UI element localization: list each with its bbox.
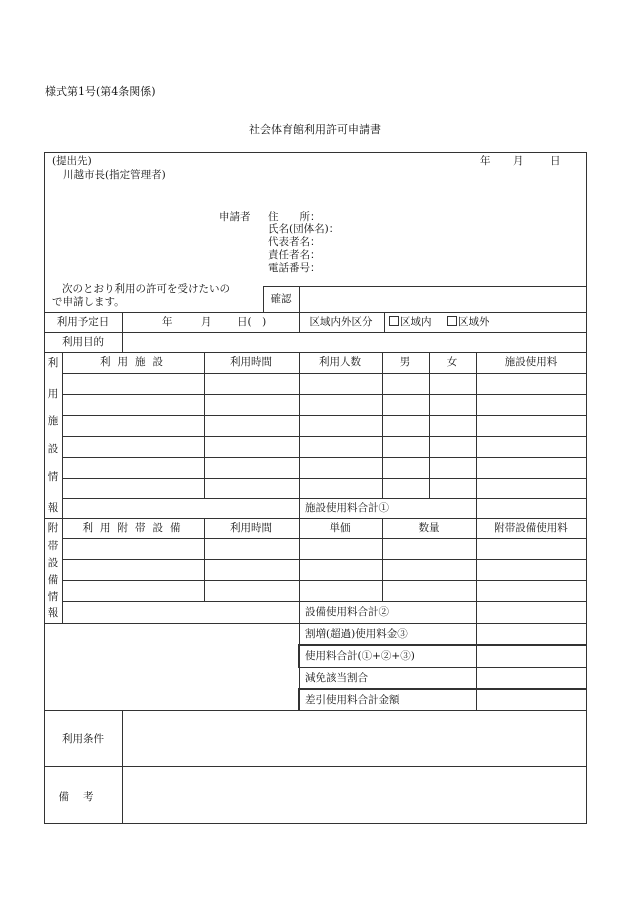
confirm-label: 確認 xyxy=(270,293,292,305)
applicant-phone-label: 電話番号： xyxy=(268,262,321,274)
facility-side-6: 報 xyxy=(47,502,59,514)
equipment-side-4: 備 xyxy=(47,574,59,586)
equipment-side-1: 附 xyxy=(47,522,59,534)
form-number: 様式第1号(第4条関係) xyxy=(45,85,156,98)
rule-confirm-left xyxy=(263,286,264,312)
rule-e1 xyxy=(62,538,587,539)
rule-e-qty-col xyxy=(382,518,383,601)
zone-outside-label: 区域外 xyxy=(458,316,490,328)
facility-side-2: 用 xyxy=(47,388,59,400)
facility-side-5: 情 xyxy=(47,471,59,483)
facility-side-4: 設 xyxy=(47,443,59,455)
applicant-label: 申請者 xyxy=(219,211,251,223)
zone-outside-checkbox[interactable] xyxy=(447,316,457,326)
facility-header-male: 男 xyxy=(399,356,411,368)
rule-purpose xyxy=(44,352,587,353)
rule-label-col xyxy=(122,312,123,352)
zone-outside-option[interactable] xyxy=(447,316,490,328)
equipment-header-unit-price: 単価 xyxy=(329,522,351,534)
zone-inside-option[interactable] xyxy=(389,316,432,328)
addressee-name: 川越市長(指定管理者) xyxy=(63,169,166,181)
facility-header-people: 利用人数 xyxy=(319,356,361,368)
rule-f-male-col xyxy=(382,352,383,498)
rule-conditions-bottom xyxy=(44,766,587,767)
rule-schedule xyxy=(44,332,587,333)
equipment-header-quantity: 数量 xyxy=(418,522,440,534)
date-month: 月 xyxy=(513,155,524,167)
rule-f1 xyxy=(62,373,587,374)
rule-equipment-top xyxy=(44,518,587,519)
rule-f3 xyxy=(62,415,587,416)
purpose-label: 利用目的 xyxy=(62,336,104,348)
date-day: 日 xyxy=(550,155,561,167)
zone-inside-label: 区域内 xyxy=(400,316,432,328)
conditions-label: 利用条件 xyxy=(62,733,104,745)
rule-f2 xyxy=(62,394,587,395)
confirm-field[interactable] xyxy=(302,289,584,310)
schedule-month: 月 xyxy=(201,316,212,328)
net-total-label: 差引使用料合計金額 xyxy=(305,694,400,706)
schedule-day: 日( ) xyxy=(237,316,267,328)
facility-header-facility: 利用施設 xyxy=(100,356,170,368)
equipment-side-5: 情 xyxy=(47,591,59,603)
rule-e-time-col xyxy=(204,518,205,601)
rule-top-info xyxy=(44,312,587,313)
facility-header-fee: 施設使用料 xyxy=(504,356,558,368)
request-line-1: 次のとおり利用の許可を受けたいの xyxy=(62,283,230,295)
applicant-manager-label: 責任者名： xyxy=(268,249,321,261)
surcharge-label: 割増(超過)使用料金③ xyxy=(305,628,408,640)
applicant-address-label: 住 所： xyxy=(268,211,321,223)
request-line-2: で申請します。 xyxy=(52,296,125,308)
form-title: 社会体育館利用許可申請書 xyxy=(249,123,381,136)
applicant-representative-label: 代表者名： xyxy=(268,236,321,248)
rule-zone-col xyxy=(299,312,300,332)
schedule-label: 利用予定日 xyxy=(56,316,110,328)
remarks-label: 備考 xyxy=(58,791,108,803)
reduction-label: 減免該当割合 xyxy=(305,672,368,684)
zone-label: 区域内外区分 xyxy=(309,316,373,328)
facility-subtotal-label: 施設使用料合計① xyxy=(305,502,389,514)
rule-f7 xyxy=(62,498,587,499)
zone-inside-checkbox[interactable] xyxy=(389,316,399,326)
rule-side-col xyxy=(62,352,63,623)
facility-header-time: 利用時間 xyxy=(230,356,272,368)
equipment-side-2: 帯 xyxy=(47,540,59,552)
rule-equipment-bottom xyxy=(44,623,587,624)
rule-f4 xyxy=(62,436,587,437)
equipment-side-6: 報 xyxy=(47,607,59,619)
rule-f6 xyxy=(62,478,587,479)
rule-e3 xyxy=(62,580,587,581)
date-year: 年 xyxy=(480,155,491,167)
remarks-field[interactable] xyxy=(125,769,584,821)
conditions-field[interactable] xyxy=(125,713,584,763)
rule-f-female-col xyxy=(429,352,430,498)
equipment-header-fee: 附帯設備使用料 xyxy=(494,522,568,534)
facility-header-female: 女 xyxy=(446,356,458,368)
facility-side-3: 施 xyxy=(47,415,59,427)
addressee-label: (提出先) xyxy=(52,155,92,167)
applicant-name-label: 氏名(団体名)： xyxy=(268,223,340,235)
total-label: 使用料合計(①+②+③) xyxy=(305,650,415,662)
rule-f-time-col xyxy=(204,352,205,498)
rule-e4 xyxy=(62,601,587,602)
rule-f5 xyxy=(62,457,587,458)
equipment-header-time: 利用時間 xyxy=(230,522,272,534)
facility-side-1: 利 xyxy=(47,357,59,369)
rule-bottom-label-col xyxy=(122,710,123,824)
schedule-year: 年 xyxy=(162,316,173,328)
rule-confirm-right xyxy=(299,286,300,312)
equipment-subtotal-label: 設備使用料合計② xyxy=(305,606,389,618)
equipment-side-3: 設 xyxy=(47,557,59,569)
rule-e2 xyxy=(62,559,587,560)
rule-confirm-top xyxy=(263,286,587,287)
equipment-header-item: 利用附帯設備 xyxy=(82,522,188,534)
purpose-field[interactable] xyxy=(125,334,584,351)
rule-zone-value-col xyxy=(384,312,385,332)
